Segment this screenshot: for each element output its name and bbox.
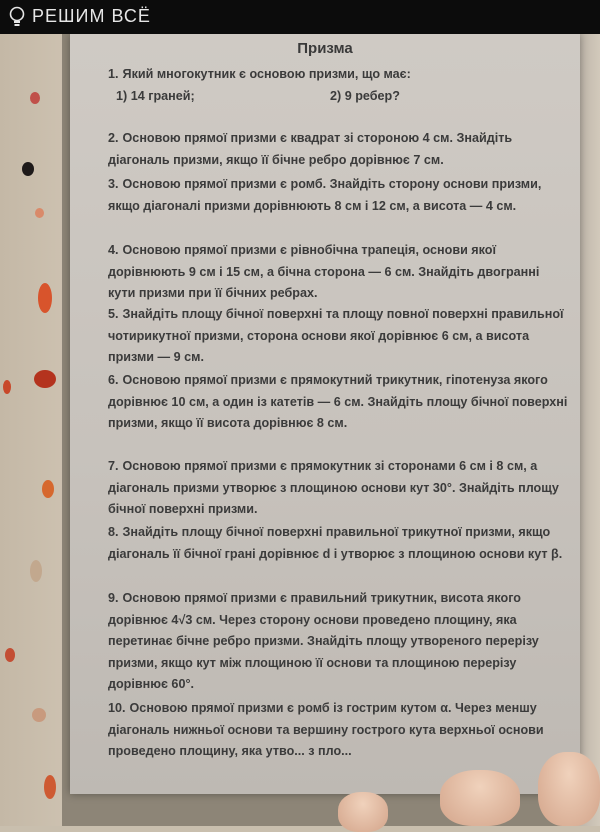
problem-number: 3. <box>108 177 119 191</box>
problem-text: Основою прямої призми є ромб із гострим кутом α. Через меншу діагональ нижньої основи та вершину гострого кута верхньої основи проведено площину, яка утво... з пло... <box>108 701 544 758</box>
problem-number: 8. <box>108 525 119 539</box>
decor-dot <box>30 92 40 104</box>
problem-9 <box>108 588 568 696</box>
problem-4 <box>108 240 568 305</box>
finger <box>440 770 520 826</box>
decor-dot <box>44 775 56 799</box>
finger <box>338 792 388 832</box>
decor-dot <box>42 480 54 498</box>
app-top-bar <box>0 0 600 34</box>
decor-dot <box>35 208 44 218</box>
problem-6 <box>108 370 568 435</box>
problem-1 <box>108 64 568 107</box>
problem-text: Знайдіть площу бічної поверхні та площу повної поверхні правильної чотирикутної призми, сторона основи якої дорівнює 6 см, а висота призми — 9 см. <box>108 307 564 364</box>
problem-number: 1. <box>108 67 119 81</box>
textbook-page <box>70 34 580 794</box>
problem-number: 9. <box>108 591 119 605</box>
problem-2 <box>108 128 568 171</box>
problem-number: 10. <box>108 701 126 715</box>
decor-dot <box>32 708 46 722</box>
decor-dot <box>3 380 11 394</box>
decor-dot <box>5 648 15 662</box>
problem-10 <box>108 698 568 763</box>
option-1: 1) 14 граней; <box>116 88 195 103</box>
decor-dot <box>22 162 34 176</box>
problem-text: Основою прямої призми є рівнобічна трапеція, основи якої дорівнюють 9 см і 15 см, а бічна сторона — 6 см. Знайдіть двогранні кути призми при її бічних ребрах. <box>108 243 540 300</box>
problem-number: 2. <box>108 131 119 145</box>
problem-options <box>108 86 568 107</box>
problem-7 <box>108 456 568 521</box>
problem-text: Основою прямої призми є прямокутний трикутник, гіпотенуза якого дорівнює 10 см, а один із катетів — 6 см. Знайдіть площу бічної поверхні призми, якщо її висота дорівнює 8 см. <box>108 373 568 430</box>
option-2: 2) 9 ребер? <box>330 88 400 103</box>
app-title: РЕШИМ ВСЁ <box>32 6 151 26</box>
problem-number: 4. <box>108 243 119 257</box>
problem-3 <box>108 174 568 217</box>
decor-dot <box>38 283 52 313</box>
lightbulb-icon <box>8 6 26 28</box>
problem-8 <box>108 522 568 565</box>
problem-text: Який многокутник є основою призми, що має: <box>122 67 411 81</box>
problem-number: 5. <box>108 307 119 321</box>
problem-number: 6. <box>108 373 119 387</box>
problem-text: Основою прямої призми є ромб. Знайдіть сторону основи призми, якщо діагоналі призми дорівнюють 8 см і 12 см, а висота — 4 см. <box>108 177 542 213</box>
finger <box>538 752 600 826</box>
problem-5 <box>108 304 568 369</box>
problem-text: Знайдіть площу бічної поверхні правильної трикутної призми, якщо діагональ її бічної грані дорівнює d і утворює з площиною основи кут β. <box>108 525 563 561</box>
problem-text: Основою прямої призми є правильний трикутник, висота якого дорівнює 4√3 см. Через сторону основи проведено площину, яка перетинає бічне ребро призми. Знайдіть площу утвореного перерізу призми, якщо кут між площиною її основи та площиною перерізу дорівнює 60°. <box>108 591 539 691</box>
problem-number: 7. <box>108 459 119 473</box>
page-title: Призма <box>297 40 353 57</box>
problem-text: Основою прямої призми є прямокутник зі сторонами 6 см і 8 см, а діагональ призми утворює з площиною основи кут 30°. Знайдіть площу бічної поверхні призми. <box>108 459 559 516</box>
decor-dot <box>30 560 42 582</box>
decor-dot <box>34 370 56 388</box>
problem-text: Основою прямої призми є квадрат зі стороною 4 см. Знайдіть діагональ призми, якщо її бічне ребро дорівнює 7 см. <box>108 131 513 167</box>
